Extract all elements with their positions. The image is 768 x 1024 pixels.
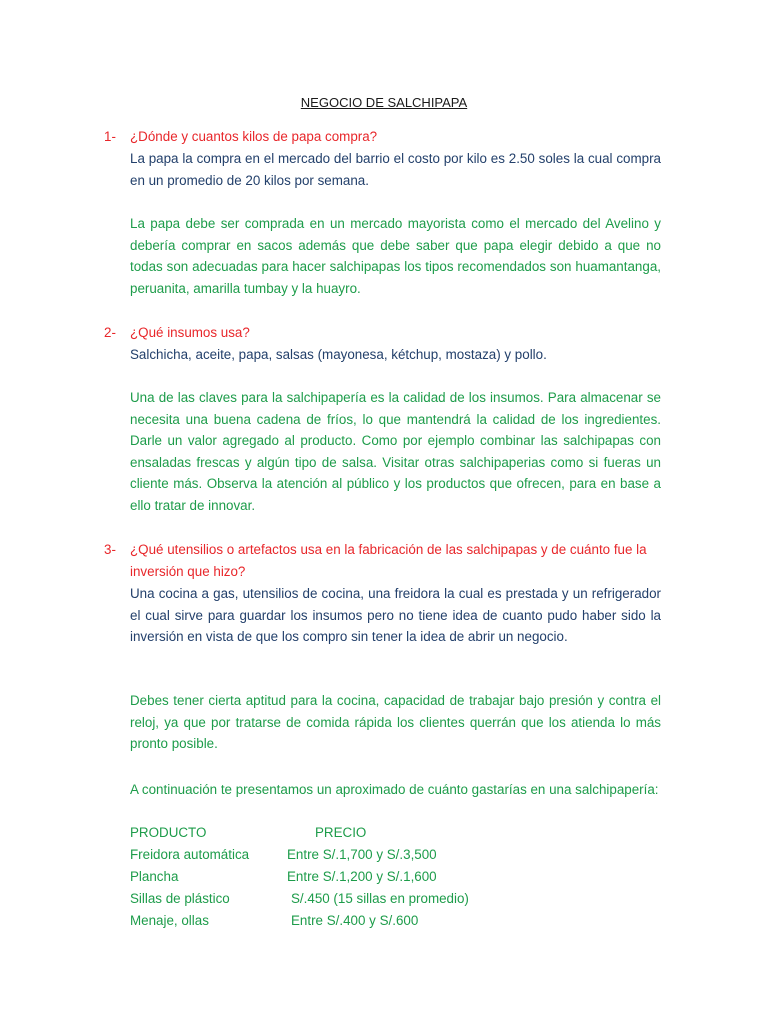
price-cell: Entre S/.1,700 y S/.3,500 bbox=[287, 847, 437, 862]
price-cell: Entre S/.400 y S/.600 bbox=[291, 913, 419, 928]
price-table-header bbox=[130, 822, 661, 844]
advice-2: Una de las claves para la salchipapería es la calidad de los insumos. Para almacenar se necesita una buena cadena de fríos, lo que mantendrá la calidad de los ingredientes. Darle un valor agregado al producto. Como por ejemplo combinar las salchipapas con ensaladas frescas y algún tipo de salsa. Visitar otras salchipaperias como si fueras un cliente más. Observa la atención al público y los productos que ofrecen, para en base a ello tratar de innovar. bbox=[130, 390, 661, 513]
advice-1: La papa debe ser comprada en un mercado mayorista como el mercado del Avelino y debería comprar en sacos además que debe saber que papa elegir debido a que no todas son adecuadas para hacer salchipapas los tipos recomendados son huamantanga, peruanita, amarilla tumbay y la huayro. bbox=[130, 216, 661, 296]
advice-3: Debes tener cierta aptitud para la cocina, capacidad de trabajar bajo presión y contra el reloj, ya que por tratarse de comida rápida los clientes querrán que los atienda lo más pronto posible. bbox=[130, 693, 661, 752]
product-cell: Freidora automática bbox=[130, 847, 250, 862]
table-row bbox=[130, 844, 661, 866]
question-text: ¿Qué utensilios o artefactos usa en la fabricación de las salchipapas y de cuánto fue la inversión que hizo? bbox=[130, 542, 647, 579]
price-cell: S/.450 (15 sillas en promedio) bbox=[291, 891, 469, 906]
question-number: 3- bbox=[104, 542, 116, 557]
product-cell: Plancha bbox=[130, 869, 179, 884]
price-header: PRECIO bbox=[315, 825, 367, 840]
table-row bbox=[130, 910, 661, 932]
answer-1: La papa la compra en el mercado del barrio el costo por kilo es 2.50 soles la cual compra en un promedio de 20 kilos por semana. bbox=[130, 151, 661, 188]
question-text: ¿Qué insumos usa? bbox=[130, 325, 250, 340]
answer-2: Salchicha, aceite, papa, salsas (mayonesa, kétchup, mostaza) y pollo. bbox=[130, 347, 547, 362]
product-cell: Sillas de plástico bbox=[130, 891, 230, 906]
question-number: 1- bbox=[104, 129, 116, 144]
table-row bbox=[130, 888, 661, 910]
question-text: ¿Dónde y cuantos kilos de papa compra? bbox=[130, 129, 378, 144]
product-cell: Menaje, ollas bbox=[130, 913, 209, 928]
price-cell: Entre S/.1,200 y S/.1,600 bbox=[287, 869, 437, 884]
table-row bbox=[130, 866, 661, 888]
answer-3: Una cocina a gas, utensilios de cocina, una freidora la cual es prestada y un refrigerador el cual sirve para guardar los insumos pero no tiene idea de cuanto pudo haber sido la inversión en vista de que los compro sin tener la idea de abrir un negocio. bbox=[130, 586, 661, 645]
product-header: PRODUCTO bbox=[130, 825, 207, 840]
price-intro: A continuación te presentamos un aproximado de cuánto gastarías en una salchipapería: bbox=[130, 782, 659, 797]
document-title: NEGOCIO DE SALCHIPAPA bbox=[300, 95, 468, 110]
question-number: 2- bbox=[104, 325, 116, 340]
